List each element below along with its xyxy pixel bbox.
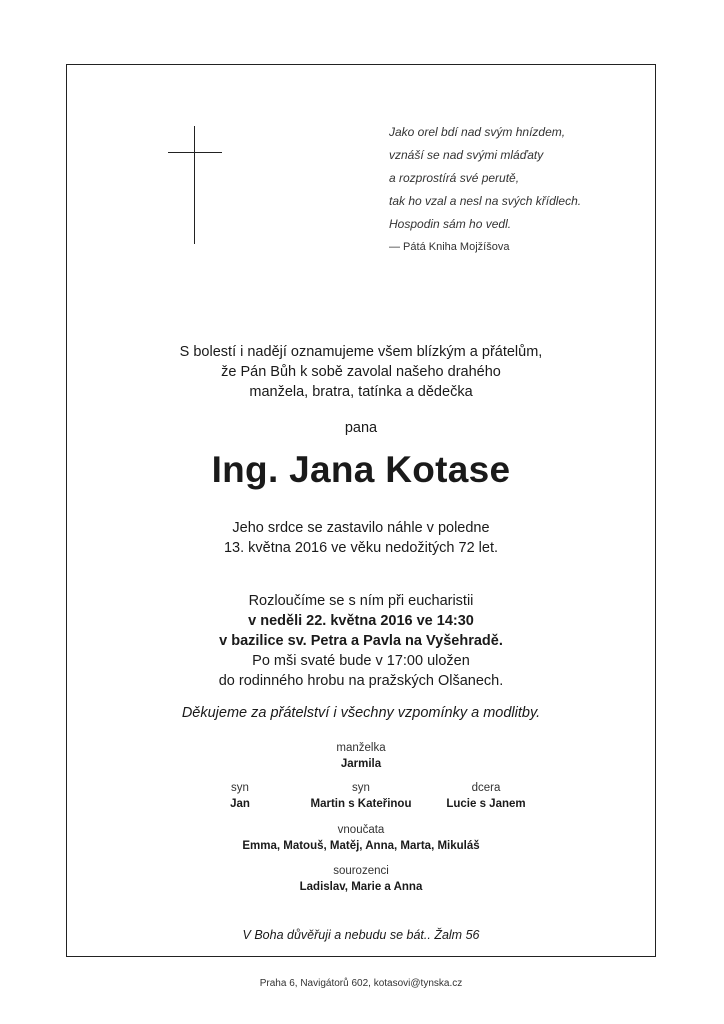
death-line: Jeho srdce se zastavilo náhle v poledne xyxy=(232,520,490,536)
footer-contact: Praha 6, Navigátorů 602, kotasovi@tynska.cz xyxy=(259,978,463,989)
relation-label: dcera xyxy=(471,782,501,794)
verse-line: a rozprostírá své perutě, xyxy=(389,171,520,185)
announcement xyxy=(66,342,656,402)
announcement-line: S bolestí i nadějí oznamujeme všem blízkým a přátelům, xyxy=(179,344,543,360)
relation-label: syn xyxy=(231,782,249,794)
death-line: 13. května 2016 ve věku nedožitých 72 let. xyxy=(223,540,499,556)
closing-psalm: V Boha důvěřuji a nebudu se bát.. Žalm 56 xyxy=(242,928,480,942)
verse-line: Jako orel bdí nad svým hnízdem, xyxy=(389,125,566,139)
verse-line: Hospodin sám ho vedl. xyxy=(389,217,512,231)
relation-label: vnoučata xyxy=(337,824,385,836)
funeral-line: do rodinného hrobu na pražských Olšanech. xyxy=(218,673,504,689)
family-grandchildren xyxy=(211,822,511,854)
verse-source: — Pátá Kniha Mojžíšova xyxy=(389,241,510,253)
relation-label: sourozenci xyxy=(333,865,389,877)
announcement-line: že Pán Bůh k sobě zavolal našeho drahého xyxy=(221,364,501,380)
thanks-text: Děkujeme za přátelství i všechny vzpomínky a modlitby. xyxy=(181,705,541,721)
relative-name: Lucie s Janem xyxy=(446,798,526,810)
verse-line: vznáší se nad svými mláďaty xyxy=(389,148,544,162)
family-siblings xyxy=(261,863,461,895)
funeral-info xyxy=(66,591,656,691)
family-child xyxy=(416,780,556,812)
relative-name: Martin s Kateřinou xyxy=(310,798,412,810)
relation-label: syn xyxy=(352,782,370,794)
relative-name: Jarmila xyxy=(340,758,382,770)
family-wife xyxy=(261,740,461,772)
deceased-name: Ing. Jana Kotase xyxy=(211,449,511,490)
honorific: pana xyxy=(344,420,378,436)
bible-verse xyxy=(389,121,639,259)
funeral-line: Rozloučíme se s ním při eucharistii xyxy=(248,593,474,609)
funeral-line: Po mši svaté bude v 17:00 uložen xyxy=(252,653,470,669)
death-notice xyxy=(66,518,656,558)
funeral-date: v neděli 22. května 2016 ve 14:30 xyxy=(248,613,474,629)
relative-name: Jan xyxy=(230,798,250,810)
relation-label: manželka xyxy=(336,742,386,754)
funeral-place: v bazilice sv. Petra a Pavla na Vyšehradě. xyxy=(219,633,503,649)
verse-line: tak ho vzal a nesl na svých křídlech. xyxy=(389,194,582,208)
relative-name: Emma, Matouš, Matěj, Anna, Marta, Mikuláš xyxy=(242,840,480,852)
relative-name: Ladislav, Marie a Anna xyxy=(299,881,423,893)
announcement-line: manžela, bratra, tatínka a dědečka xyxy=(249,384,473,400)
